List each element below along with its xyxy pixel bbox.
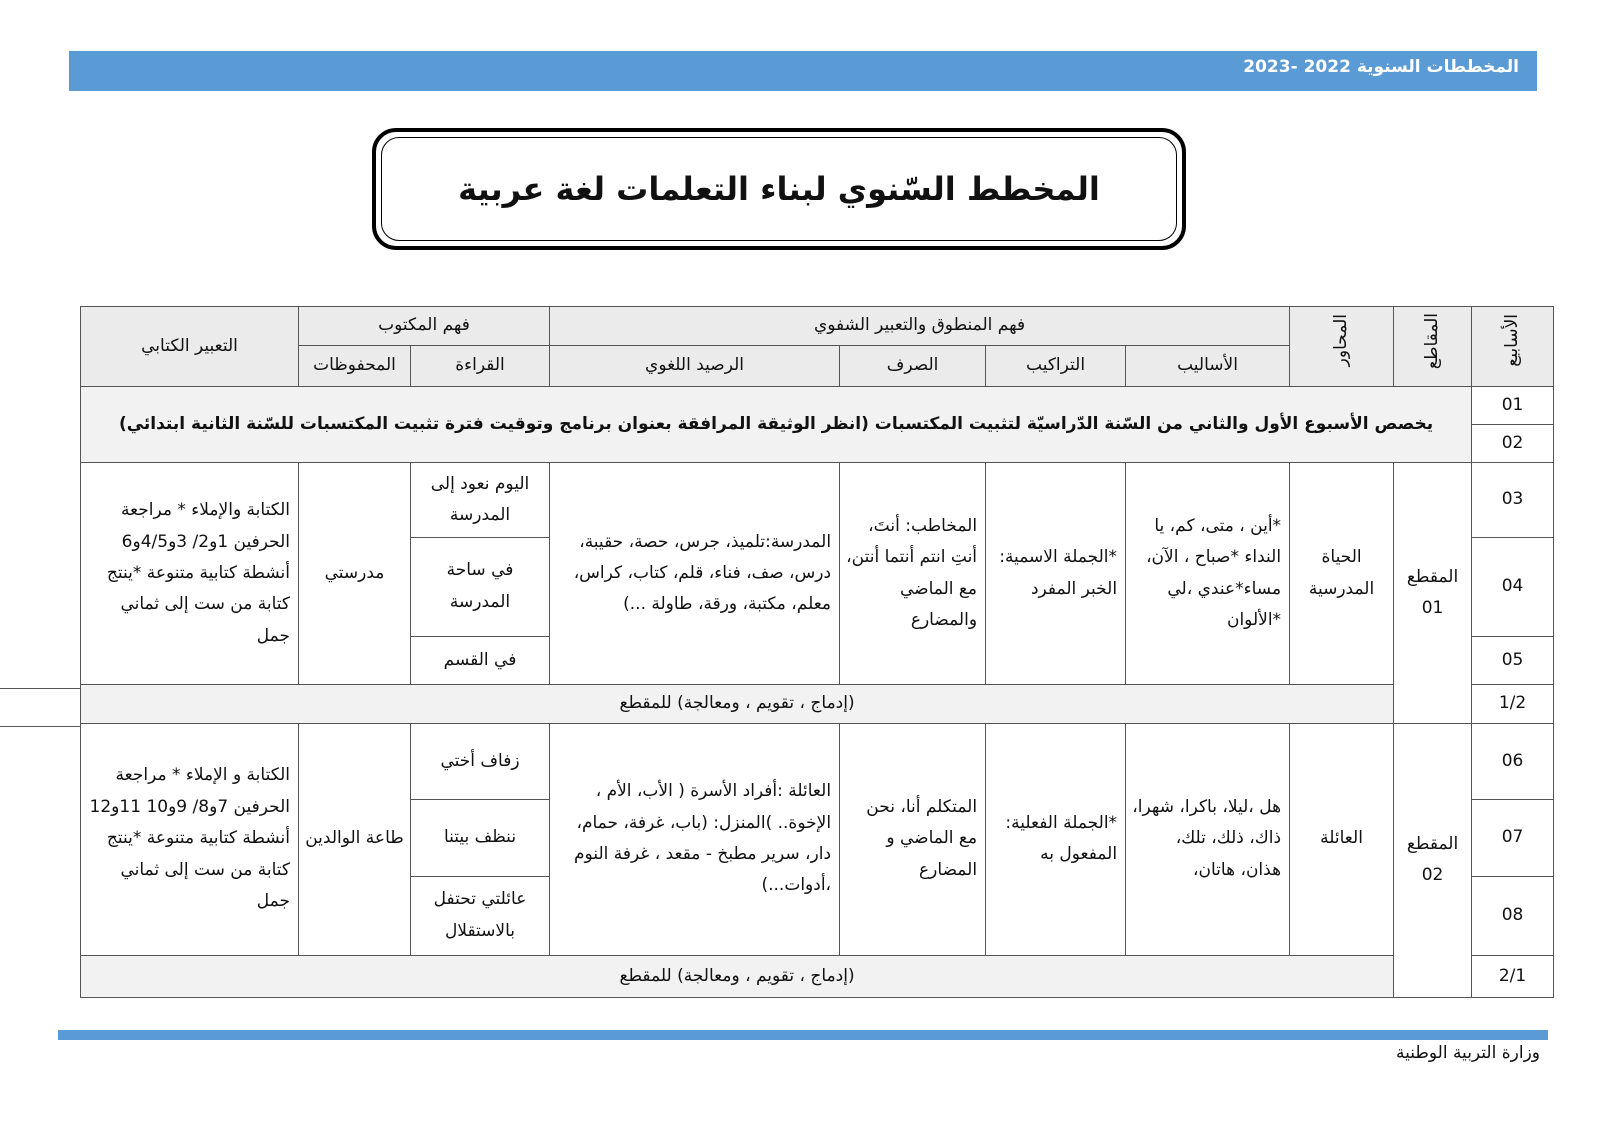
morphology-cell: المتكلم أنا، نحن مع الماضي و المضارع — [840, 723, 986, 955]
writing-cell: الكتابة والإملاء * مراجعة الحرفين 1و2/ 3و4/5و6 أنشطة كتابية متنوعة *ينتج كتابة من ست إلى ثماني جمل — [81, 463, 299, 685]
vocabulary-cell: العائلة :أفراد الأسرة ( الأب، الأم ، الإخوة.. )المنزل: (باب، غرفة، حمام، دار، سرير مطبخ - مقعد ، غرفة النوم ،أدوات...) — [550, 723, 840, 955]
header-structures: التراكيب — [986, 346, 1126, 386]
axis-cell: الحياة المدرسية — [1290, 463, 1394, 685]
reading-cell: زفاف أختي — [411, 723, 550, 800]
header-vocabulary: الرصيد اللغوي — [550, 346, 840, 386]
week-cell: 1/2 — [1472, 685, 1554, 723]
axis-cell: العائلة — [1290, 723, 1394, 955]
morphology-cell: المخاطب: أنتَ، أنتِ انتم أنتما أنتن، مع الماضي والمضارع — [840, 463, 986, 685]
memorization-cell: مدرستي — [299, 463, 411, 685]
header-axes: المحاور — [1290, 307, 1394, 387]
week-cell: 07 — [1472, 800, 1554, 877]
week-cell: 01 — [1472, 386, 1554, 424]
evaluation-row: (إدماج ، تقويم ، ومعالجة) للمقطع — [81, 955, 1394, 997]
divider-line — [0, 688, 80, 689]
vocabulary-cell: المدرسة:تلميذ، جرس، حصة، حقيبة، درس، صف، فناء، قلم، كتاب، كراس، معلم، مكتبة، ورقة، طاولة ...) — [550, 463, 840, 685]
styles-cell: هل ،ليلا، باكرا، شهرا، ذاك، ذلك، تلك، هذان، هاتان، — [1126, 723, 1290, 955]
reading-cell: اليوم نعود إلى المدرسة — [411, 463, 550, 538]
footer-ministry: وزارة التربية الوطنية — [1395, 1043, 1540, 1063]
week-cell: 04 — [1472, 537, 1554, 636]
header-reading: القراءة — [411, 346, 550, 386]
structures-cell: *الجملة الفعلية: المفعول به — [986, 723, 1126, 955]
segment-label: المقطع 01 — [1394, 463, 1472, 723]
reading-cell: عائلتي تحتفل بالاستقلال — [411, 876, 550, 955]
title-frame — [372, 128, 1186, 250]
writing-cell: الكتابة و الإملاء * مراجعة الحرفين 7و8/ 9و10 11و12 أنشطة كتابية متنوعة *ينتج كتابة من ست إلى ثماني جمل — [81, 723, 299, 955]
header-writing-expression: التعبير الكتابي — [81, 307, 299, 387]
page-title: المخطط السّنوي لبناء التعلمات لغة عربية — [458, 170, 1100, 208]
header-memorization: المحفوظات — [299, 346, 411, 386]
header-segments: المقاطع — [1394, 307, 1472, 387]
week-cell: 06 — [1472, 723, 1554, 800]
week-cell: 02 — [1472, 425, 1554, 463]
reading-cell: ننظف بيتنا — [411, 800, 550, 877]
annual-plan-table — [80, 306, 1554, 998]
week-cell: 03 — [1472, 463, 1554, 538]
divider-line — [0, 726, 80, 727]
structures-cell: *الجملة الاسمية: الخبر المفرد — [986, 463, 1126, 685]
header-weeks: الأسابيع — [1472, 307, 1554, 387]
header-title: المخططات السنوية 2022 -2023 — [1243, 57, 1519, 77]
memorization-cell: طاعة الوالدين — [299, 723, 411, 955]
styles-cell: *أين ، متى، كم، يا النداء *صباح ، الآن، مساء*عندي ،لي *الألوان — [1126, 463, 1290, 685]
header-styles: الأساليب — [1126, 346, 1290, 386]
header-oral: فهم المنطوق والتعبير الشفوي — [550, 307, 1290, 346]
reading-cell: في القسم — [411, 636, 550, 684]
week-cell: 05 — [1472, 636, 1554, 684]
evaluation-row: (إدماج ، تقويم ، ومعالجة) للمقطع — [81, 685, 1394, 723]
intro-note: يخصص الأسبوع الأول والثاني من السّنة الدّراسيّة لتثبيت المكتسبات (انظر الوثيقة المرافقة بعنوان برنامج وتوقيت فترة تثبيت المكتسبات للسّنة الثانية ابتدائي) — [81, 386, 1472, 463]
segment-label: المقطع 02 — [1394, 723, 1472, 997]
week-cell: 08 — [1472, 876, 1554, 955]
reading-cell: في ساحة المدرسة — [411, 537, 550, 636]
week-cell: 2/1 — [1472, 955, 1554, 997]
footer-bar — [58, 1030, 1548, 1040]
header-morphology: الصرف — [840, 346, 986, 386]
header-bar — [69, 51, 1537, 91]
header-written: فهم المكتوب — [299, 307, 550, 346]
